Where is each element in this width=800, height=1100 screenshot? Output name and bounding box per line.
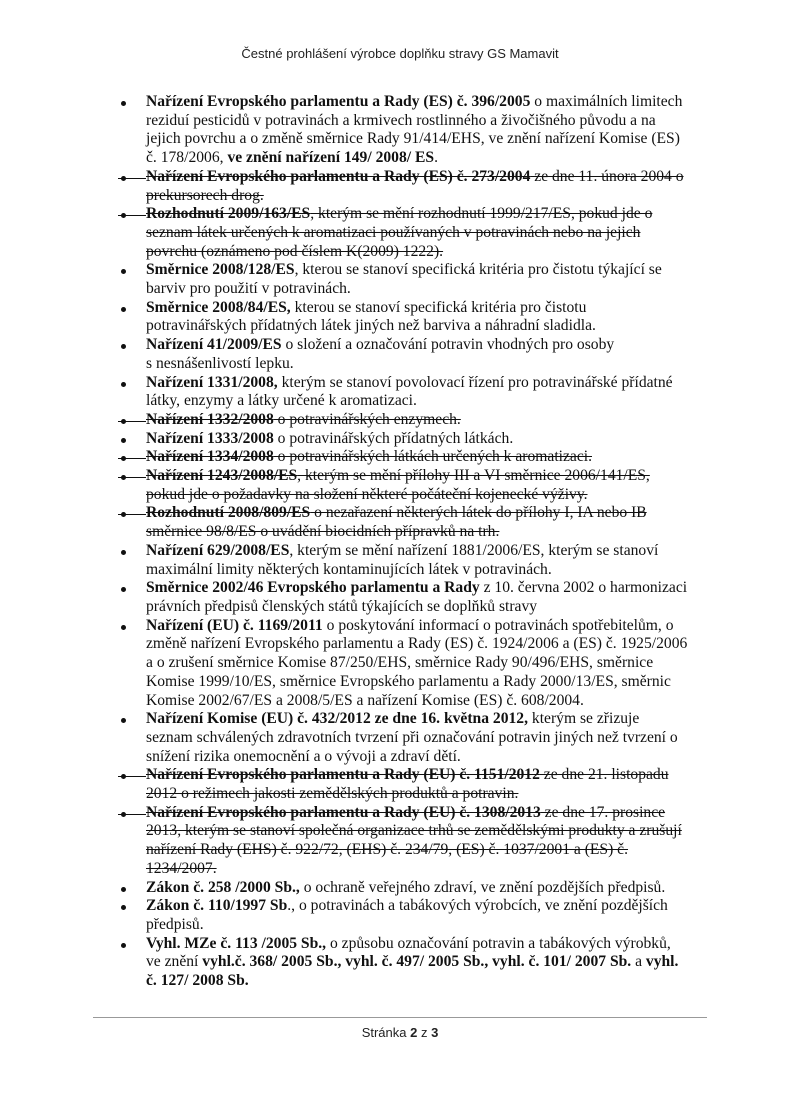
page-footer: [0, 1025, 800, 1040]
regulation-text: o potravinářských přídatných látkách.: [273, 429, 514, 447]
item-line: [146, 841, 718, 860]
bullet-icon: [118, 336, 146, 355]
item-line: [146, 149, 718, 168]
bullet-icon: [118, 261, 146, 280]
regulation-text: prekursorech drog.: [146, 186, 264, 204]
item-line: [146, 953, 718, 972]
regulation-title: Nařízení (EU) č. 1169/2011: [146, 616, 323, 634]
list-item: [118, 374, 718, 411]
regulation-title: Nařízení Komise (EU) č. 432/2012 ze dne 16. května 2012,: [146, 710, 529, 728]
item-line: [146, 879, 718, 898]
bullet-icon: [118, 804, 146, 823]
regulation-text: látky, enzymy a látky určené k aromatizaci.: [146, 392, 417, 410]
regulation-title: Nařízení Evropského parlamentu a Rady (EU) č. 1151/2012: [146, 766, 540, 784]
item-line: [146, 317, 718, 336]
regulation-text: a o zrušení směrnice Komise 87/250/EHS, směrnice Rady 90/496/EHS, směrnice: [146, 654, 654, 672]
regulation-title: Směrnice 2008/84/ES,: [146, 298, 291, 316]
bullet-icon: [118, 467, 146, 486]
item-line: [146, 673, 718, 692]
bullet-icon: [118, 504, 146, 523]
regulation-text: ze dne 21. listopadu: [539, 766, 669, 784]
regulation-title: Nařízení 1334/2008: [146, 448, 274, 466]
regulation-text: barviv pro použití v potravinách.: [146, 280, 351, 298]
item-line: [146, 916, 718, 935]
regulation-text: , kterým se mění přílohy III a VI směrnice 2006/141/ES,: [297, 467, 650, 485]
regulation-text: č. 178/2006,: [146, 149, 228, 167]
regulation-title: Nařízení 1243/2008/ES: [146, 467, 298, 485]
regulation-text: ze dne 11. února 2004 o: [530, 167, 684, 185]
regulation-title: vyhl.: [645, 953, 679, 971]
regulation-title: Nařízení Evropského parlamentu a Rady (EU) č. 1308/2013: [146, 803, 541, 821]
regulation-text: maximální limity některých kontaminujících látek v potravinách.: [146, 560, 552, 578]
item-line: [146, 692, 718, 711]
item-line: [146, 617, 718, 636]
bullet-icon: [118, 93, 146, 112]
regulation-title: Směrnice 2002/46 Evropského parlamentu a Rady: [146, 579, 480, 597]
regulation-text: s nesnášenlivostí lepku.: [146, 354, 294, 372]
regulation-text: snížení rizika onemocnění a o vývoji a zdraví dětí.: [146, 747, 461, 765]
regulation-text: 1234/2007.: [146, 859, 217, 877]
list-item-struck: [118, 504, 718, 541]
regulation-text: , kterým se mění nařízení 1881/2006/ES, kterým se stanoví: [289, 541, 659, 559]
regulation-text: o poskytování informací o potravinách spotřebitelům, o: [322, 616, 674, 634]
item-line: [146, 486, 718, 505]
regulation-text: seznam schválených zdravotních tvrzení při označování potravin jiných než tvrzení o: [146, 728, 678, 746]
list-item-struck: [118, 467, 718, 504]
item-line: [146, 504, 718, 523]
list-item-struck: [118, 804, 718, 879]
regulation-title: vyhl.č. 368/ 2005 Sb., vyhl. č. 497/ 2005 Sb., vyhl. č. 101/ 2007 Sb.: [202, 953, 632, 971]
item-line: [146, 355, 718, 374]
regulation-title: Zákon č. 258 /2000 Sb.,: [146, 878, 300, 896]
list-item: [118, 542, 718, 579]
regulation-text: jejich povrchu a o změně směrnice Rady 91/414/EHS, ve znění nařízení Komise (ES): [146, 130, 680, 148]
regulation-title: Rozhodnutí 2009/163/ES: [146, 205, 311, 223]
item-line: [146, 972, 718, 991]
regulation-list: [118, 93, 718, 991]
list-item-struck: [118, 448, 718, 467]
list-item: [118, 579, 718, 616]
bullet-icon: [118, 617, 146, 636]
item-line: [146, 542, 718, 561]
regulation-text: potravinářských přídatných látek jiných než barviva a náhradní sladidla.: [146, 317, 596, 335]
item-line: [146, 112, 718, 131]
regulation-text: , kterou se stanoví specifická kritéria pro čistotu týkající se: [294, 261, 662, 279]
current-page: 2: [410, 1025, 418, 1040]
item-line: [146, 374, 718, 393]
item-line: [146, 168, 718, 187]
regulation-text: kterým se zřizuje: [528, 710, 640, 728]
footer-prefix: Stránka: [361, 1025, 411, 1040]
bullet-icon: [118, 897, 146, 916]
bullet-icon: [118, 879, 146, 898]
item-line: [146, 822, 718, 841]
item-line: [146, 897, 718, 916]
list-item-struck: [118, 205, 718, 261]
item-line: [146, 729, 718, 748]
regulation-title: Nařízení Evropského parlamentu a Rady (ES) č. 396/2005: [146, 93, 531, 110]
item-line: [146, 336, 718, 355]
regulation-title: Zákon č. 110/1997 Sb: [146, 897, 288, 915]
regulation-title: Nařízení 629/2008/ES: [146, 541, 290, 559]
regulation-text: o nezařazení některých látek do přílohy I, IA nebo IB: [310, 504, 647, 522]
regulation-text: kterou se stanoví specifická kritéria pro čistotu: [290, 298, 587, 316]
list-item: [118, 93, 718, 168]
item-line: [146, 785, 718, 804]
regulation-title: Nařízení 41/2009/ES: [146, 336, 282, 354]
regulation-title: Nařízení 1332/2008: [146, 410, 274, 428]
regulation-text: Komise 1999/10/ES, směrnice Evropského parlamentu a Rady 2000/13/ES, směrnic: [146, 672, 671, 690]
item-line: [146, 261, 718, 280]
regulation-text: povrchu (oznámeno pod číslem K(2009) 1222).: [146, 242, 444, 260]
regulation-title: Směrnice 2008/128/ES: [146, 261, 295, 279]
regulation-text: seznam látek určených k aromatizaci používaných v potravinách nebo na jejich: [146, 223, 641, 241]
regulation-title: Vyhl. MZe č. 113 /2005 Sb.,: [146, 934, 327, 952]
regulation-text: a: [631, 953, 646, 971]
list-item: [118, 710, 718, 766]
regulation-text: .: [434, 149, 438, 167]
item-line: [146, 710, 718, 729]
regulation-text: Komise 2002/67/ES a 2008/5/ES a nařízení Komise (ES) č. 608/2004.: [146, 691, 584, 709]
regulation-text: směrnice 98/8/ES o uvádění biocidních přípravků na trh.: [146, 523, 500, 541]
bullet-icon: [118, 205, 146, 224]
regulation-text: o ochraně veřejného zdraví, ve znění pozdějších předpisů.: [299, 878, 666, 896]
item-line: [146, 224, 718, 243]
item-line: [146, 748, 718, 767]
page-header: Čestné prohlášení výrobce doplňku stravy GS Mamavit: [241, 46, 559, 61]
regulation-text: o potravinářských látkách určených k aromatizaci.: [273, 448, 592, 466]
regulation-text: 2012 o režimech jakosti zemědělských produktů a potravin.: [146, 785, 519, 803]
regulation-text: právních předpisů členských států týkajících se doplňků stravy: [146, 597, 538, 615]
bullet-icon: [118, 766, 146, 785]
regulation-text: ve znění: [146, 953, 203, 971]
regulation-text: nařízení Rady (EHS) č. 922/72, (EHS) č. 234/79, (ES) č. 1037/2001 a (ES) č.: [146, 841, 629, 859]
item-line: [146, 430, 718, 449]
list-item: [118, 299, 718, 336]
regulation-title: Rozhodnutí 2008/809/ES: [146, 504, 311, 522]
regulation-text: kterým se stanoví povolovací řízení pro potravinářské přídatné: [277, 373, 673, 391]
regulation-title: Nařízení 1331/2008,: [146, 373, 278, 391]
item-line: [146, 766, 718, 785]
bullet-icon: [118, 579, 146, 598]
list-item-struck: [118, 766, 718, 803]
regulation-text: z 10. června 2002 o harmonizaci: [479, 579, 688, 597]
regulation-text: , kterým se mění rozhodnutí 1999/217/ES, pokud jde o: [310, 205, 653, 223]
footer-divider: [93, 1017, 707, 1018]
regulation-text: pokud jde o požadavky na složení některé počáteční kojenecké výživy.: [146, 485, 588, 503]
regulation-text: změně nařízení Evropského parlamentu a Rady (ES) č. 1924/2006 a (ES) č. 1925/2006: [146, 635, 688, 653]
regulation-title: Nařízení 1333/2008: [146, 429, 274, 447]
list-item: [118, 617, 718, 711]
item-line: [146, 280, 718, 299]
item-line: [146, 804, 718, 823]
item-line: [146, 860, 718, 879]
bullet-icon: [118, 448, 146, 467]
item-line: [146, 411, 718, 430]
list-item: [118, 879, 718, 898]
item-line: [146, 392, 718, 411]
list-item-struck: [118, 168, 718, 205]
item-line: [146, 561, 718, 580]
list-item: [118, 897, 718, 934]
regulation-text: předpisů.: [146, 915, 204, 933]
total-pages: 3: [431, 1025, 439, 1040]
regulation-title: č. 127/ 2008 Sb.: [146, 972, 249, 990]
bullet-icon: [118, 542, 146, 561]
bullet-icon: [118, 168, 146, 187]
regulation-title: Nařízení Evropského parlamentu a Rady (ES) č. 273/2004: [146, 167, 531, 185]
regulation-text: 2013, kterým se stanoví společná organizace trhů se zemědělskými produkty a zrušují: [146, 822, 682, 840]
item-line: [146, 523, 718, 542]
footer-mid: z: [417, 1025, 432, 1040]
regulation-text: o maximálních limitech: [530, 93, 683, 110]
list-item: [118, 261, 718, 298]
item-line: [146, 205, 718, 224]
item-line: [146, 299, 718, 318]
item-line: [146, 243, 718, 262]
bullet-icon: [118, 430, 146, 449]
regulation-text: o potravinářských enzymech.: [273, 410, 461, 428]
item-line: [146, 448, 718, 467]
item-line: [146, 187, 718, 206]
regulation-text: reziduí pesticidů v potravinách a krmivech rostlinného a živočišného původu a na: [146, 111, 656, 129]
regulation-text: ., o potravinách a tabákových výrobcích, ve znění pozdějších: [287, 897, 668, 915]
item-line: [146, 579, 718, 598]
regulation-text: o způsobu označování potravin a tabákových výrobků,: [326, 934, 671, 952]
regulation-text: o složení a označování potravin vhodných pro osoby: [281, 336, 615, 354]
regulation-title: ve znění nařízení 149/ 2008/ ES: [227, 149, 435, 167]
item-line: [146, 467, 718, 486]
bullet-icon: [118, 710, 146, 729]
bullet-icon: [118, 411, 146, 430]
item-line: [146, 935, 718, 954]
regulation-text: ze dne 17. prosince: [540, 803, 666, 821]
list-item: [118, 336, 718, 373]
list-item-struck: [118, 411, 718, 430]
list-item: [118, 430, 718, 449]
item-line: [146, 635, 718, 654]
item-line: [146, 130, 718, 149]
bullet-icon: [118, 299, 146, 318]
item-line: [146, 93, 718, 112]
item-line: [146, 598, 718, 617]
item-line: [146, 654, 718, 673]
bullet-icon: [118, 935, 146, 954]
list-item: [118, 935, 718, 991]
bullet-icon: [118, 374, 146, 393]
